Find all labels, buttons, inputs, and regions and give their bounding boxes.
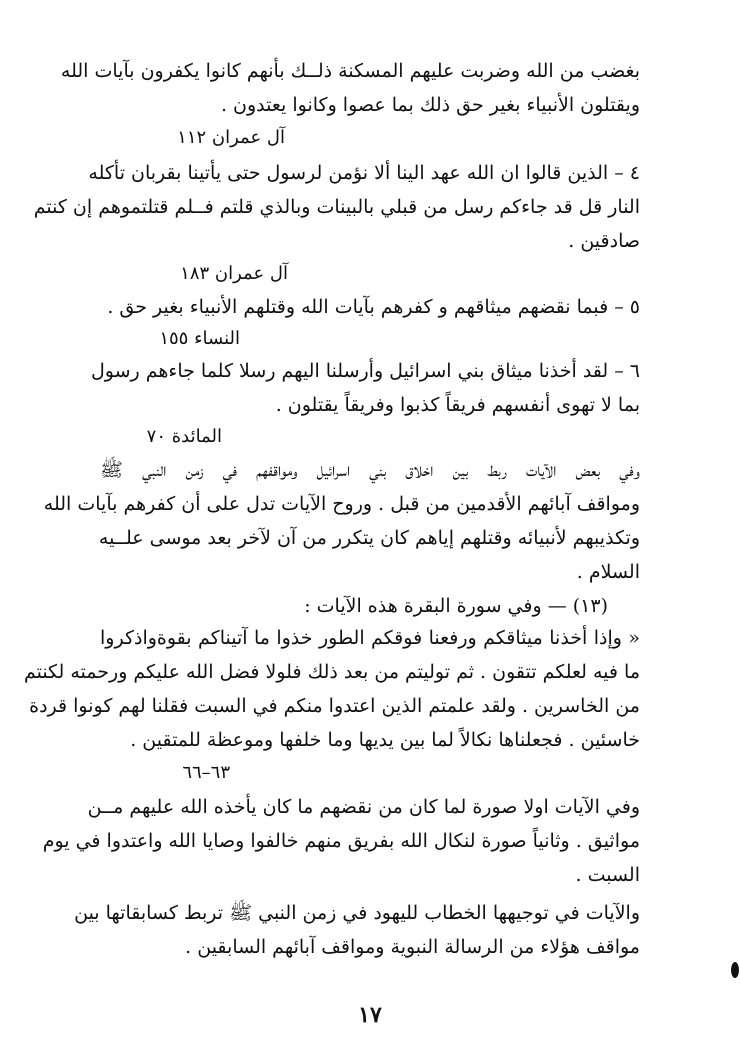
text-line: النار قل قد جاءكم رسل من قبلي بالبينات وبالذي قلتم فــلم قتلتموهم إن كنتم <box>33 196 640 218</box>
text-line: ومواقف آبائهم الأقدمين من قبل . وروح الآيات تدل على أن كفرهم بآيات الله <box>43 493 640 515</box>
text-line: ٦ – لقد أخذنا ميثاق بني اسرائيل وأرسلنا اليهم رسلا كلما جاءهم رسول <box>90 360 640 382</box>
page-number: ١٧ <box>358 1002 382 1028</box>
verse-reference: آل عمران ١١٢ <box>177 127 285 148</box>
text-line: السبت . <box>575 864 640 886</box>
verse-reference: النساء ١٥٥ <box>159 328 240 349</box>
text-line: السلام . <box>576 561 640 583</box>
text-line: بغضب من الله وضربت عليهم المسكنة ذلــك بأنهم كانوا يكفرون بآيات الله <box>60 60 640 82</box>
text-line: خاسئين . فجعلناها نكالاً لما بين يديها وما خلفها وموعظة للمتقين . <box>130 729 640 751</box>
text-line: « وإذا أخذنا ميثاقكم ورفعنا فوقكم الطور خذوا ما آتيناكم بقوةواذكروا <box>100 627 640 649</box>
text-line: بما لا تهوى أنفسهم فريقاً كذبوا وفريقاً يقتلون . <box>275 394 640 416</box>
verse-reference: المائدة ٧٠ <box>146 426 222 447</box>
text-line: ويقتلون الأنبياء بغير حق ذلك بما عصوا وكانوا يعتدون . <box>220 94 640 116</box>
verse-reference: آل عمران ١٨٣ <box>180 263 288 284</box>
text-line: صادقين . <box>568 230 640 252</box>
text-line: وتكذيبهم لأنبيائه وقتلهم إياهم كان يتكرر من آن لآخر بعد موسى علــيه <box>98 527 640 549</box>
text-line: مواثيق . وثانياً صورة لنكال الله بفريق منهم خالفوا وصايا الله واعتدوا في يوم <box>42 830 640 852</box>
verse-reference: ٦٣–٦٦ <box>182 762 230 783</box>
text-line: ما فيه لعلكم تتقون . ثم توليتم من بعد ذلك فلولا فضل الله عليكم ورحمته لكنتم <box>23 661 640 683</box>
text-line: من الخاسرين . ولقد علمتم الذين اعتدوا منكم في السبت فقلنا لهم كونوا قردة <box>29 695 640 717</box>
text-line: وفي بعض الآيات ربط بين اخلاق بني اسرائيل ومواقفهم في زمن النبي ﷺ <box>100 459 640 481</box>
text-line: وفي الآيات اولا صورة لما كان من نقضهم ما كان يأخذه الله عليهم مــن <box>87 796 640 818</box>
text-line: ٤ – الذين قالوا ان الله عهد الينا ألا نؤمن لرسول حتى يأتينا بقربان تأكله <box>88 162 640 184</box>
text-line: ٥ – فبما نقضهم ميثاقهم و كفرهم بآيات الله وقتلهم الأنبياء بغير حق . <box>107 296 640 318</box>
section-heading: (١٣) — وفي سورة البقرة هذه الآيات : <box>304 595 608 617</box>
margin-mark <box>731 962 739 978</box>
text-line: والآيات في توجيهها الخطاب لليهود في زمن النبي ﷺ تربط كسابقاتها بين <box>74 902 640 924</box>
text-line: مواقف هؤلاء من الرسالة النبوية ومواقف آبائهم السابقين . <box>185 936 640 958</box>
